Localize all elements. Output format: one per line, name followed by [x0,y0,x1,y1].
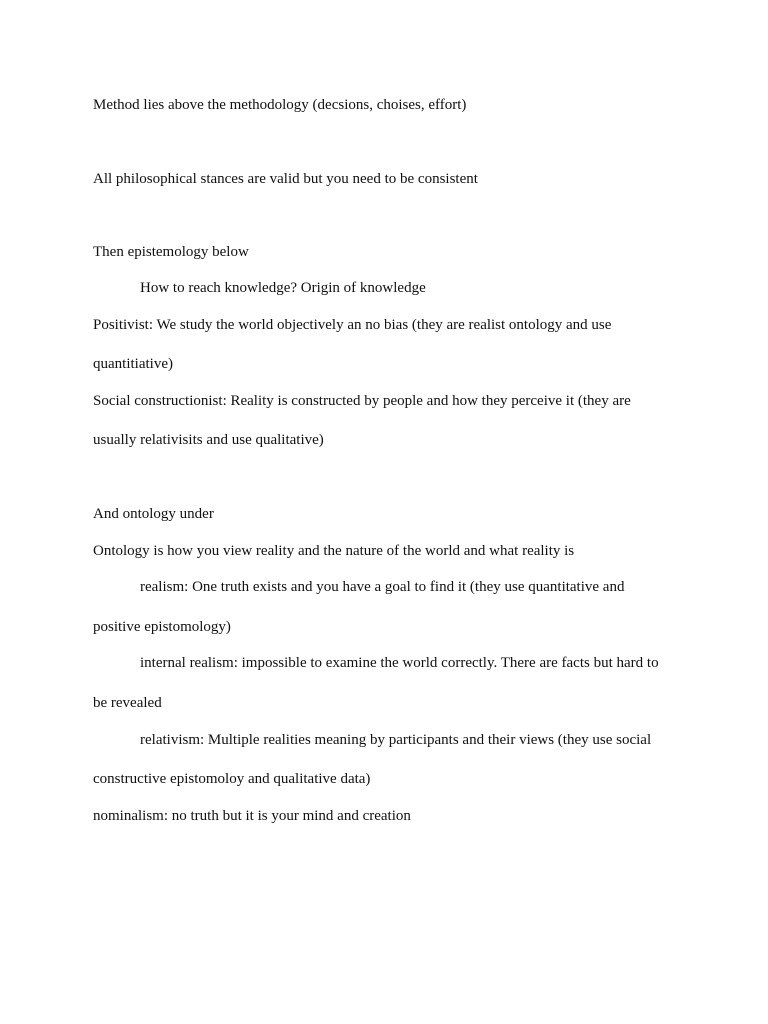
document-line: usually relativisits and use qualitative) [93,432,324,448]
document-line: Positivist: We study the world objectively an no bias (they are realist ontology and use [93,317,612,333]
document-line: internal realism: impossible to examine the world correctly. There are facts but hard to [140,655,659,671]
document-line: constructive epistomoloy and qualitative data) [93,771,371,787]
document-line: How to reach knowledge? Origin of knowledge [140,280,426,296]
document-line: nominalism: no truth but it is your mind and creation [93,808,411,824]
document-line: be revealed [93,695,162,711]
document-line: quantitiative) [93,356,173,372]
document-line: relativism: Multiple realities meaning by participants and their views (they use social [140,732,652,748]
document-line: Method lies above the methodology (decsions, choises, effort) [93,97,467,113]
document-line: positive epistomology) [93,619,231,635]
section-heading-ontology: And ontology under [93,506,214,522]
document-line: All philosophical stances are valid but you need to be consistent [93,171,478,187]
document-line: realism: One truth exists and you have a goal to find it (they use quantitative and [140,579,625,595]
document-line: Ontology is how you view reality and the nature of the world and what reality is [93,543,575,559]
section-heading-epistemology: Then epistemology below [93,244,249,260]
document-line: Social constructionist: Reality is constructed by people and how they perceive it (they are [93,393,631,409]
